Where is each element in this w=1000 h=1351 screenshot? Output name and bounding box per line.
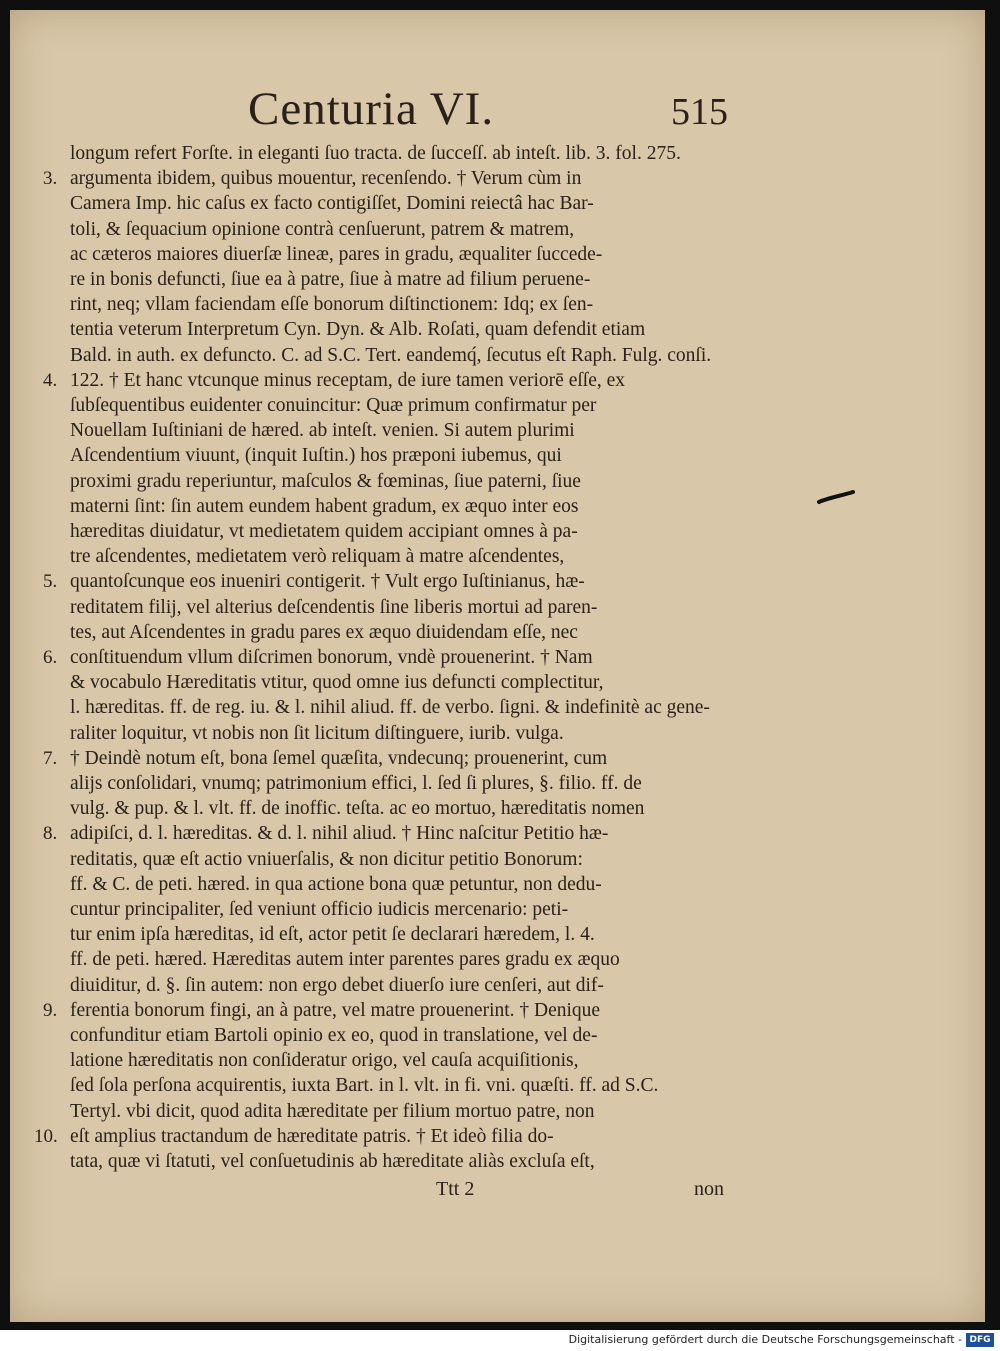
text-line: toli, & ſequacium opinione contrà cenſuerunt, patrem & matrem,	[70, 218, 575, 240]
text-line: tur enim ipſa hæreditas, id eſt, actor petit ſe declarari hæredem, l. 4.	[70, 924, 595, 946]
text-line: reditatis, quæ eſt actio vniuerſalis, & non dicitur petitio Bonorum:	[70, 848, 583, 870]
credit-text: Digitalisierung gefördert durch die Deutsche Forschungsgemeinschaft -	[568, 1333, 962, 1346]
text-line: Bald. in auth. ex defuncto. C. ad S.C. Tert. eandemq́, ſecutus eſt Raph. Fulg. conſi.	[70, 344, 712, 366]
text-line: Camera Imp. hic caſus ex facto contigiſſet, Domini reiectâ hac Bar-	[70, 193, 594, 215]
text-line: longum refert Forſte. in eleganti ſuo tracta. de ſucceſſ. ab inteſt. lib. 3. fol. 275.	[70, 143, 681, 164]
text-line: Nouellam Iuſtiniani de hæred. ab inteſt. venien. Si autem plurimi	[70, 420, 575, 442]
text-line: ac cæteros maiores diuerſæ lineæ, pares in gradu, æqualiter ſuccede-	[70, 243, 603, 265]
dfg-logo: DFG	[966, 1333, 994, 1347]
text-line: conſtituendum vllum diſcrimen bonorum, vndè prouenerint. † Nam	[70, 647, 593, 668]
margin-note-number: 10.	[34, 1125, 58, 1147]
text-line: materni ſint: ſin autem eundem habent gradum, ex æquo inter eos	[70, 495, 579, 517]
text-line: eſt amplius tractandum de hæreditate patris. † Et ideò filia do-	[70, 1125, 554, 1147]
credit-bar	[0, 1330, 1000, 1351]
margin-note-number: 3.	[43, 168, 58, 190]
text-line: argumenta ibidem, quibus mouentur, recenſendo. † Verum cùm in	[70, 168, 582, 190]
text-line: Tertyl. vbi dicit, quod adita hæreditate per filium mortuo patre, non	[70, 1100, 595, 1122]
running-title: Centuria VI.	[248, 83, 495, 135]
text-line: ferentia bonorum fingi, an à patre, vel matre prouenerint. † Denique	[70, 999, 601, 1021]
text-line: latione hæreditatis non conſideratur origo, vel cauſa acquiſitionis,	[70, 1050, 579, 1072]
text-line: reditatem filij, vel alterius deſcendentis ſine liberis mortui ad paren-	[70, 596, 598, 618]
margin-note-number: 5.	[43, 571, 58, 593]
text-line: diuiditur, d. §. ſin autem: non ergo debet diuerſo iure cenſeri, aut dif-	[70, 974, 604, 996]
text-line: hæreditas diuidatur, vt medietatem quidem accipiant omnes à pa-	[70, 521, 578, 542]
ink-mark-icon	[816, 488, 856, 508]
text-line: rint, neq; vllam faciendam eſſe bonorum diſtinctionem: Idq; ex ſen-	[70, 294, 594, 316]
text-line: vulg. & pup. & l. vlt. ff. de inoffic. teſta. ac eo mortuo, hæreditatis nomen	[70, 798, 645, 820]
text-line: l. hæreditas. ff. de reg. iu. & l. nihil aliud. ff. de verbo. ſigni. & indefinitè ac gene-	[70, 697, 710, 719]
text-line: tre aſcendentes, medietatem verò reliquam à matre aſcendentes,	[70, 546, 565, 568]
text-line: tentia veterum Interpretum Cyn. Dyn. & Alb. Roſati, quam defendit etiam	[70, 319, 646, 341]
text-line: proximi gradu reperiuntur, maſculos & fœminas, ſiue paterni, ſiue	[70, 470, 581, 492]
book-page	[10, 10, 985, 1322]
signature-mark: Ttt 2	[436, 1178, 475, 1200]
text-line: tata, quæ vi ſtatuti, vel conſuetudinis ab hæreditate aliàs excluſa eſt,	[70, 1151, 595, 1172]
margin-note-number: 4.	[43, 369, 58, 391]
text-line: alijs conſolidari, vnumq; patrimonium effici, l. ſed ſi plures, §. filio. ff. de	[70, 773, 642, 794]
text-line: † Deindè notum eſt, bona ſemel quæſita, vndecunq; prouenerint, cum	[70, 747, 608, 769]
text-line: adipiſci, d. l. hæreditas. & d. l. nihil aliud. † Hinc naſcitur Petitio hæ-	[70, 823, 609, 845]
text-line: quantoſcunque eos inueniri contigerit. † Vult ergo Iuſtinianus, hæ-	[70, 571, 585, 593]
margin-note-number: 6.	[43, 647, 58, 668]
text-line: & vocabulo Hæreditatis vtitur, quod omne ius defuncti complectitur,	[70, 672, 604, 694]
text-line: re in bonis defuncti, ſiue ea à patre, ſiue à matre ad filium peruene-	[70, 269, 591, 290]
text-line: confunditur etiam Bartoli opinio ex eo, quod in translatione, vel de-	[70, 1025, 598, 1046]
text-line: Aſcendentium viuunt, (inquit Iuſtin.) hos præponi iubemus, qui	[70, 445, 562, 467]
text-line: ff. & C. de peti. hæred. in qua actione bona quæ petuntur, non dedu-	[70, 873, 602, 895]
page-header	[10, 82, 985, 144]
margin-note-number: 7.	[43, 747, 58, 769]
margin-note-number: 9.	[43, 999, 58, 1021]
catchword: non	[694, 1178, 724, 1200]
text-line: ff. de peti. hæred. Hæreditas autem inter parentes pares gradu ex æquo	[70, 949, 620, 971]
margin-note-number: 8.	[43, 823, 58, 845]
text-line: tes, aut Aſcendentes in gradu pares ex æquo diuidendam eſſe, nec	[70, 621, 578, 643]
text-line: ſed ſola perſona acquirentis, iuxta Bart. in l. vlt. in fi. vni. quæſti. ff. ad S.C.	[70, 1075, 659, 1097]
text-line: cuntur principaliter, ſed veniunt officio iudicis mercenario: peti-	[70, 899, 569, 920]
text-line: raliter loquitur, vt nobis non ſit licitum diſtinguere, iurib. vulga.	[70, 722, 564, 744]
text-line: ſubſequentibus euidenter conuincitur: Quæ primum confirmatur per	[70, 395, 597, 416]
text-line: 122. † Et hanc vtcunque minus receptam, de iure tamen veriorē eſſe, ex	[70, 369, 625, 391]
page-number: 515	[671, 91, 728, 133]
